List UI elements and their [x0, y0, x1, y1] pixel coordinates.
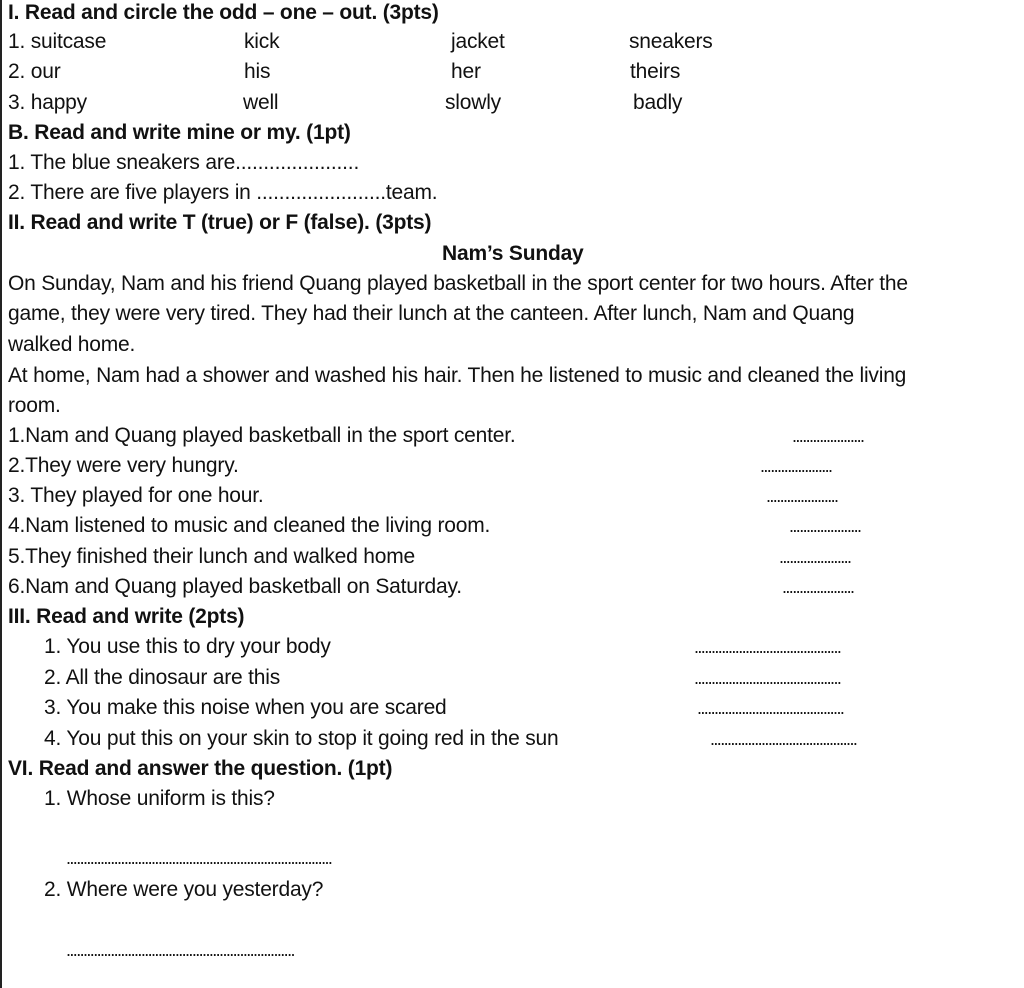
- sectionB-heading: B. Read and write mine or my. (1pt): [8, 121, 351, 144]
- reading-paragraph-2-line-2: room.: [8, 394, 61, 417]
- odd-row-1-option-d: sneakers: [629, 30, 713, 53]
- odd-row-3-option-a: 3. happy: [8, 91, 87, 114]
- definition-item-4: 4. You put this on your skin to stop it going red in the sun: [44, 727, 559, 750]
- odd-row-2-option-a: 2. our: [8, 60, 61, 83]
- tf-statement-6: 6.Nam and Quang played basketball on Saturday.: [8, 575, 462, 598]
- answer-question-1: 1. Whose uniform is this?: [44, 787, 275, 810]
- definition-item-1: 1. You use this to dry your body: [44, 635, 331, 658]
- reading-paragraph-1-line-2: game, they were very tired. They had their lunch at the canteen. After lunch, Nam and Quang: [8, 302, 855, 325]
- odd-row-3-option-b: well: [243, 91, 279, 114]
- odd-row-1-option-c: jacket: [451, 30, 505, 53]
- tf-answer-blank-4[interactable]: .....................: [789, 516, 861, 536]
- odd-row-2-option-d: theirs: [630, 60, 681, 83]
- section1-heading: I. Read and circle the odd – one – out. (3pts): [8, 1, 439, 24]
- tf-statement-5: 5.They finished their lunch and walked home: [8, 545, 415, 568]
- definition-answer-blank-4[interactable]: ...........................................: [710, 729, 857, 749]
- odd-row-3-option-d: badly: [633, 91, 683, 114]
- reading-paragraph-1-line-3: walked home.: [8, 333, 136, 356]
- section4-heading: VI. Read and answer the question. (1pt): [8, 757, 393, 780]
- tf-statement-2: 2.They were very hungry.: [8, 454, 239, 477]
- sectionB-question-1: 1. The blue sneakers are......................: [8, 151, 360, 174]
- definition-answer-blank-1[interactable]: ...........................................: [694, 637, 841, 657]
- definition-item-2: 2. All the dinosaur are this: [44, 666, 281, 689]
- tf-answer-blank-5[interactable]: .....................: [779, 547, 851, 567]
- definition-answer-blank-3[interactable]: ...........................................: [697, 698, 844, 718]
- odd-row-1-option-b: kick: [244, 30, 280, 53]
- reading-title: Nam’s Sunday: [442, 242, 584, 265]
- reading-paragraph-1-line-1: On Sunday, Nam and his friend Quang played basketball in the sport center for two hours. After the: [8, 272, 908, 295]
- tf-answer-blank-6[interactable]: .....................: [782, 577, 854, 597]
- section2-heading: II. Read and write T (true) or F (false). (3pts): [8, 211, 432, 234]
- tf-statement-1: 1.Nam and Quang played basketball in the sport center.: [8, 424, 516, 447]
- odd-row-2-option-c: her: [451, 60, 481, 83]
- definition-item-3: 3. You make this noise when you are scared: [44, 696, 447, 719]
- sectionB-question-2: 2. There are five players in .......................team.: [8, 181, 438, 204]
- odd-row-1-option-a: 1. suitcase: [8, 30, 107, 53]
- odd-row-3-option-c: slowly: [445, 91, 501, 114]
- tf-statement-4: 4.Nam listened to music and cleaned the living room.: [8, 514, 491, 537]
- odd-row-2-option-b: his: [244, 60, 271, 83]
- tf-statement-3: 3. They played for one hour.: [8, 484, 264, 507]
- definition-answer-blank-2[interactable]: ...........................................: [694, 668, 841, 688]
- tf-answer-blank-3[interactable]: .....................: [766, 486, 838, 506]
- tf-answer-blank-2[interactable]: .....................: [760, 456, 832, 476]
- answer-blank-2[interactable]: ...................................................................: [66, 940, 294, 960]
- answer-blank-1[interactable]: ..............................................................................: [66, 848, 332, 868]
- answer-question-2: 2. Where were you yesterday?: [44, 878, 324, 901]
- reading-paragraph-2-line-1: At home, Nam had a shower and washed his hair. Then he listened to music and cleaned the living: [8, 364, 907, 387]
- section3-heading: III. Read and write (2pts): [8, 605, 245, 628]
- tf-answer-blank-1[interactable]: .....................: [792, 426, 864, 446]
